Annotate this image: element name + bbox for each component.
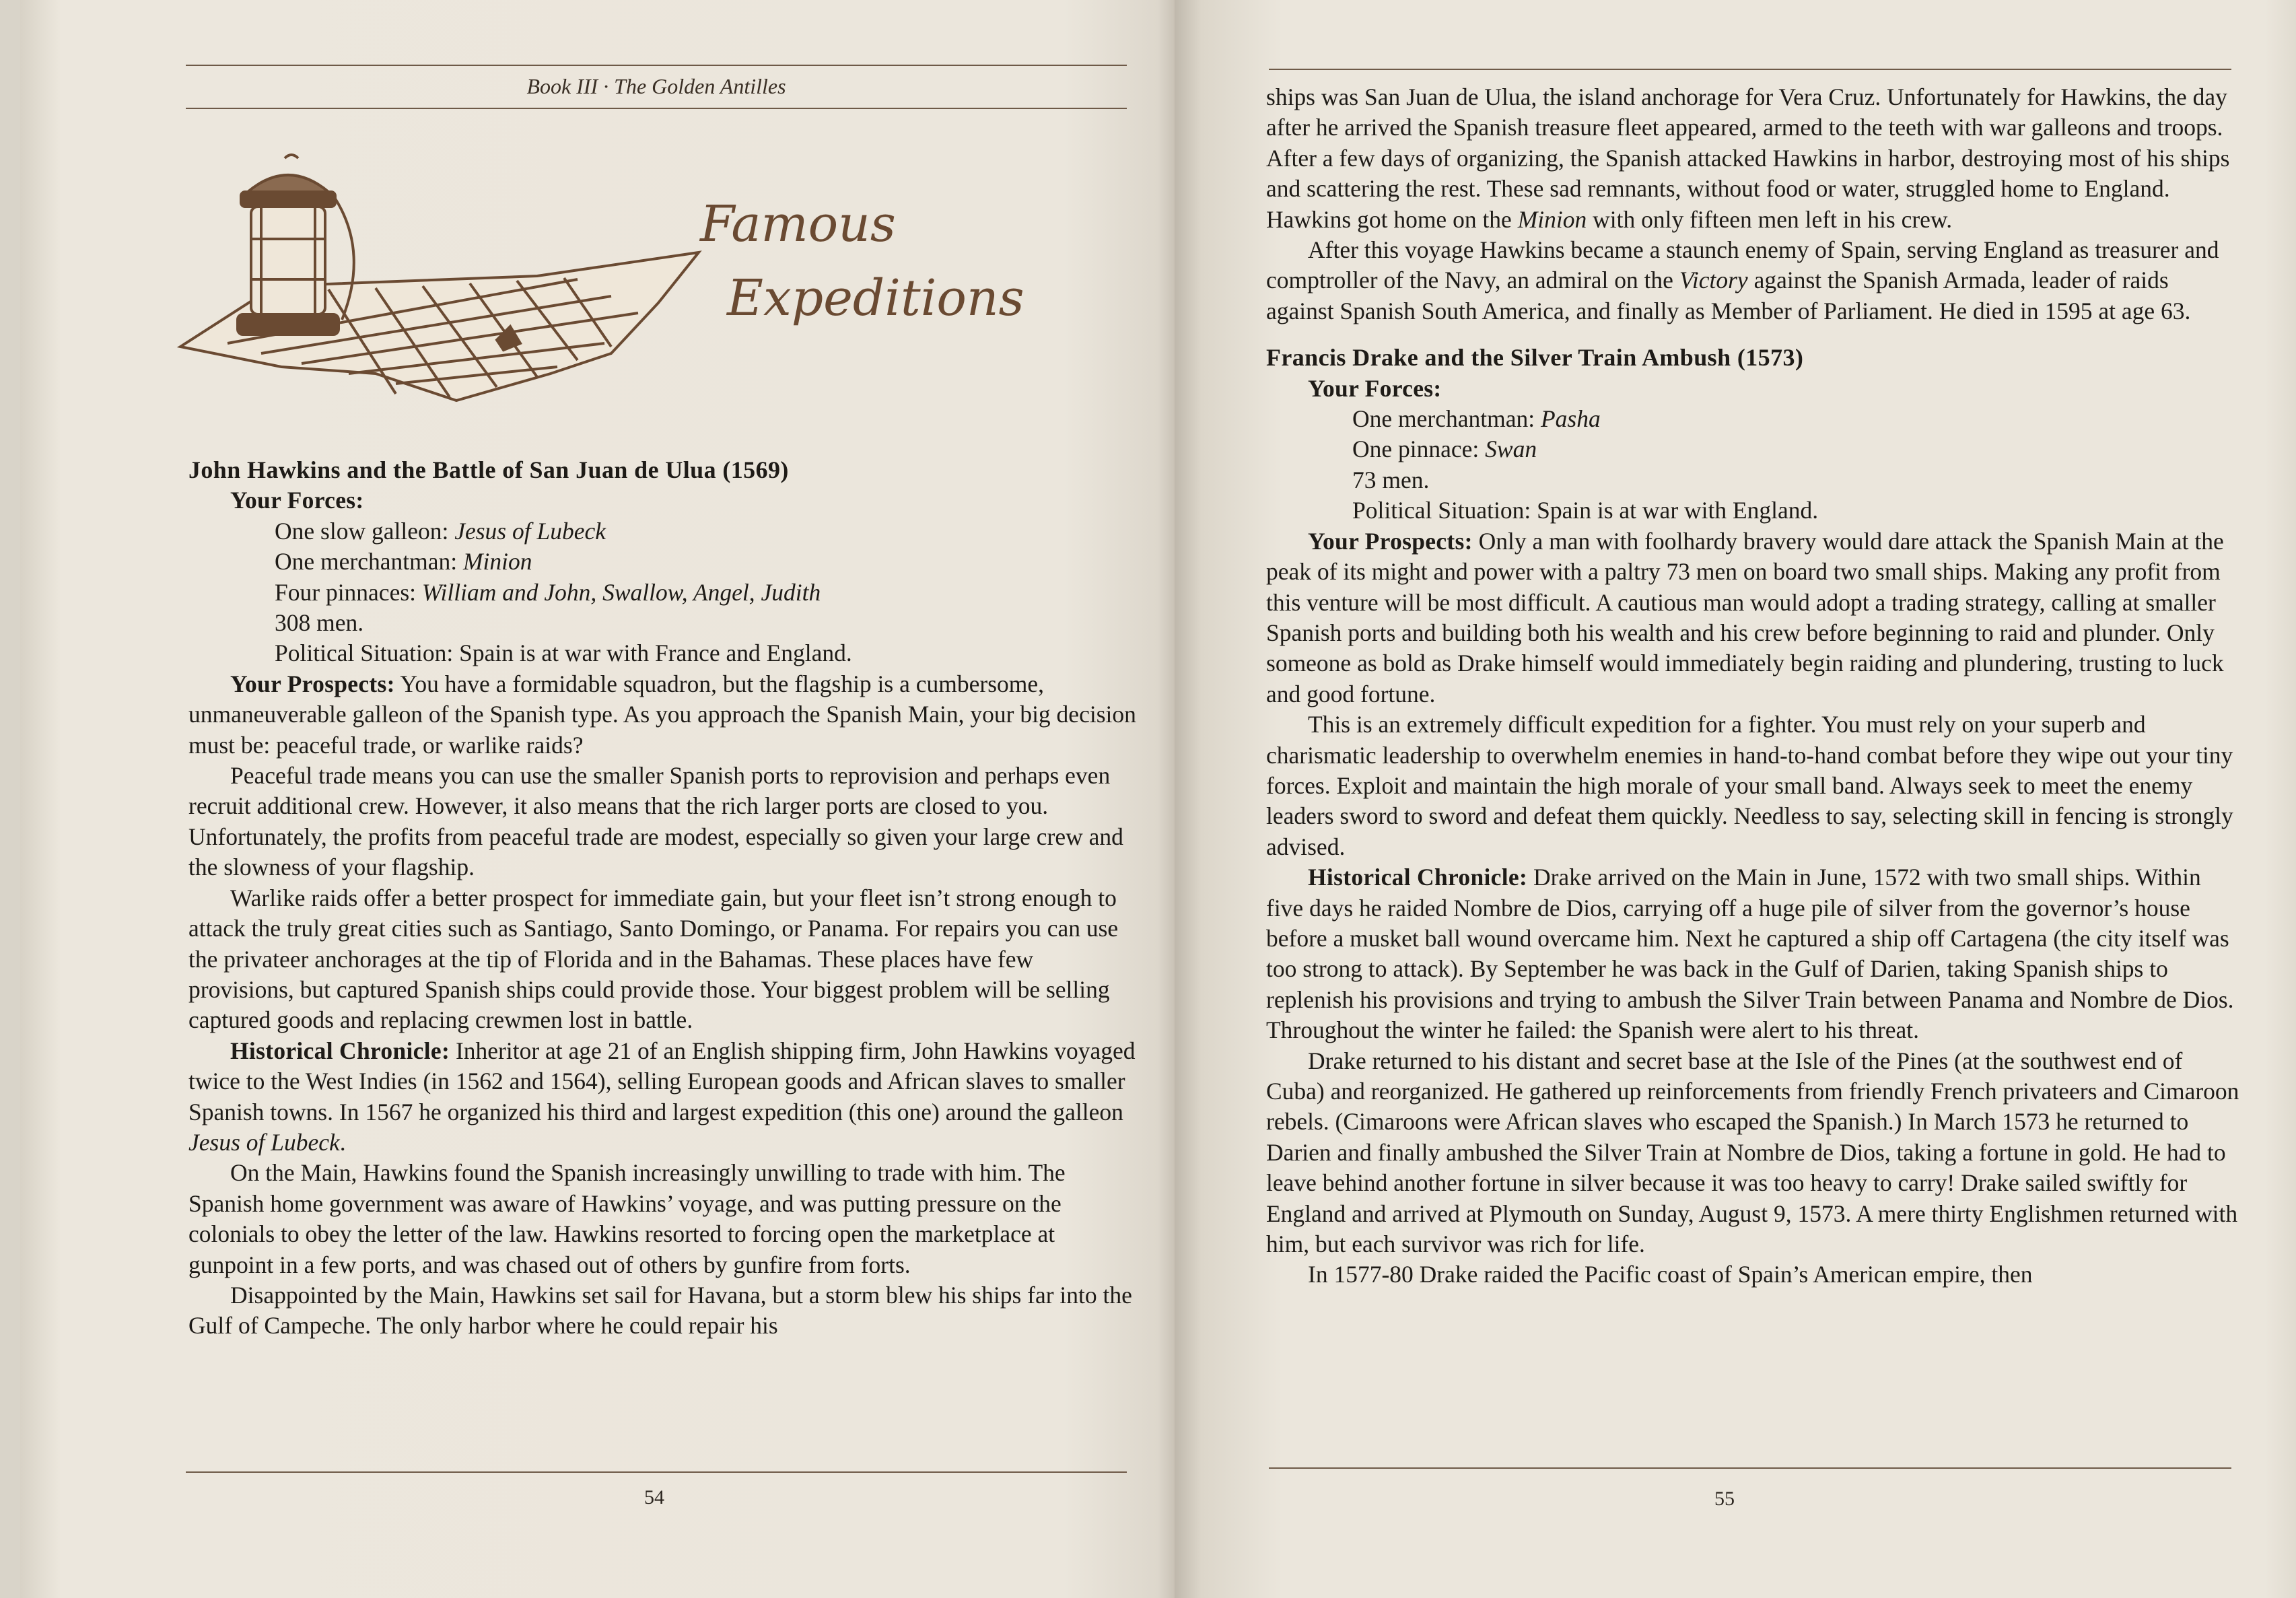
- forces-label: Your Forces:: [1308, 374, 1442, 402]
- footer-rule: [1269, 1467, 2231, 1469]
- right-page: [1175, 0, 2296, 1598]
- section-heading-hawkins: John Hawkins and the Battle of San Juan de Ulua (1569): [188, 456, 789, 483]
- header-rule: [1269, 69, 2231, 70]
- header-rule-lower: [186, 108, 1127, 109]
- chronicle-paragraph: Historical Chronicle: Drake arrived on the Main in June, 1572 with two small ships. Within five days he raided Nombre de Dios, carrying off a huge pile of silver from the governor’s house before a musket ball wound overcame him. Next he captured a ship off Cartagena (the city itself was too strong to attack). By September he was back in the Gulf of Darien, taking Spanish ships to replenish his provisions and trying to ambush the Silver Train between Panama and Nombre de Dios. Throughout the winter he failed: the Spanish were alert to his threat.: [1266, 864, 2234, 1044]
- forces-label: Your Forces:: [230, 487, 364, 514]
- page-number: 55: [1714, 1488, 1735, 1510]
- paragraph: Warlike raids offer a better prospect for immediate gain, but your fleet isn’t strong enough to attack the truly great cities such as Santiago, Santo Domingo, or Panama. For repairs you can use the privateer anchorages at the tip of Florida and in the Bahamas. These places have few provisions, but captured Spanish ships could provide those. Your biggest problem will be selling captured goods and replacing crewmen lost in battle.: [188, 884, 1119, 1034]
- men-count: 73 men.: [1352, 466, 1430, 493]
- title-illustration: [174, 151, 726, 407]
- force-item: One pinnace: Swan: [1352, 436, 1537, 463]
- force-item: One slow galleon: Jesus of Lubeck: [275, 517, 606, 545]
- force-item: Four pinnaces: William and John, Swallow, Angel, Judith: [275, 578, 821, 606]
- running-head: Book III · The Golden Antilles: [526, 74, 786, 98]
- right-body: [1266, 82, 2239, 1290]
- political-situation: Political Situation: Spain is at war with France and England.: [275, 639, 852, 667]
- title-expeditions: Expeditions: [727, 269, 1024, 327]
- header-rule: [186, 65, 1127, 66]
- paragraph: On the Main, Hawkins found the Spanish increasingly unwilling to trade with him. The Spanish home government was aware of Hawkins’ voyage, and was putting pressure on the colonials to obey the letter of the law. Hawkins resorted to forcing open the marketplace at gunpoint in a few ports, and was chased out of others by gunfire from forts.: [188, 1159, 1066, 1278]
- section-heading-drake: Francis Drake and the Silver Train Ambush (1573): [1266, 344, 1804, 372]
- paragraph: Peaceful trade means you can use the smaller Spanish ports to reprovision and perhaps even recruit additional crew. However, it also means that the rich larger ports are closed to you. Unfortunately, the profits from peaceful trade are modest, especially so given your large crew and the slowness of your flagship.: [188, 762, 1123, 881]
- prospects-paragraph: Your Prospects: Only a man with foolhardy bravery would dare attack the Spanish Main at the peak of its might and power with a paltry 73 men on board two small ships. Making any profit from this venture will be most difficult. A cautious man would adopt a trading strategy, calling at smaller Spanish ports and building both his wealth and his crew before beginning to raid and plunder. Only someone as bold as Drake himself would immediately begin raiding and plundering, trusting to luck and good fortune.: [1266, 527, 2224, 707]
- chronicle-paragraph: Historical Chronicle: Inheritor at age 21 of an English shipping firm, John Hawkins voyaged twice to the West Indies (in 1562 and 1564), selling European goods and African slaves to smaller Spanish towns. In 1567 he organized his third and largest expedition (this one) around the galleon Jesus of Lubeck.: [188, 1037, 1136, 1156]
- left-page: [20, 0, 1175, 1598]
- force-item: One merchantman: Minion: [275, 548, 532, 576]
- paragraph: Drake returned to his distant and secret base at the Isle of the Pines (at the southwest end of Cuba) and reorganized. He gathered up reinforcements from friendly French privateers and Cimaroon rebels. (Cimaroons were African slaves who escaped the Spanish.) In March 1573 he returned to Darien and finally ambushed the Silver Train at Nombre de Dios, taking a fortune in gold. He had to leave behind another fortune in silver because it was too heavy to carry! Drake sailed swiftly for England and arrived at Plymouth on Sunday, August 9, 1573. A mere thirty Englishmen returned with him, but each survivor was rich for life.: [1266, 1047, 2239, 1258]
- left-body: [188, 455, 1138, 1342]
- paragraph: Disappointed by the Main, Hawkins set sail for Havana, but a storm blew his ships far into the Gulf of Campeche. The only harbor where he could repair his: [188, 1281, 1132, 1340]
- footer-rule: [186, 1471, 1127, 1473]
- paragraph: ships was San Juan de Ulua, the island anchorage for Vera Cruz. Unfortunately for Hawkins, the day after he arrived the Spanish treasure fleet appeared, armed to the teeth with war galleons and troops. After a few days of organizing, the Spanish attacked Hawkins in harbor, destroying most of his ships and scattering the rest. These sad remnants, without food or water, struggled home to England. Hawkins got home on the Minion with only fifteen men left in his crew.: [1266, 83, 2230, 233]
- paragraph: After this voyage Hawkins became a staunch enemy of Spain, serving England as treasurer and comptroller of the Navy, an admiral on the Victory against the Spanish Armada, leader of raids against Spanish South America, and finally as Member of Parliament. He died in 1595 at age 63.: [1266, 236, 2219, 324]
- force-item: One merchantman: Pasha: [1352, 405, 1601, 433]
- political-situation: Political Situation: Spain is at war with England.: [1352, 497, 1819, 524]
- prospects-paragraph: Your Prospects: You have a formidable squadron, but the flagship is a cumbersome, unmaneuverable galleon of the Spanish type. As you approach the Spanish Main, your big decision must be: peaceful trade, or warlike raids?: [188, 670, 1136, 759]
- paragraph: In 1577-80 Drake raided the Pacific coast of Spain’s American empire, then: [1308, 1261, 2033, 1288]
- title-famous: Famous: [700, 195, 896, 253]
- men-count: 308 men.: [275, 609, 364, 637]
- page-number: 54: [644, 1486, 664, 1508]
- paragraph: This is an extremely difficult expedition for a fighter. You must rely on your superb and charismatic leadership to overwhelm enemies in hand-to-hand combat before they wipe out your tiny forces. Exploit and maintain the high morale of your small band. Always seek to meet the enemy leaders sword to sword and defeat them quickly. Needless to say, selecting skill in fencing is strongly advised.: [1266, 711, 2233, 860]
